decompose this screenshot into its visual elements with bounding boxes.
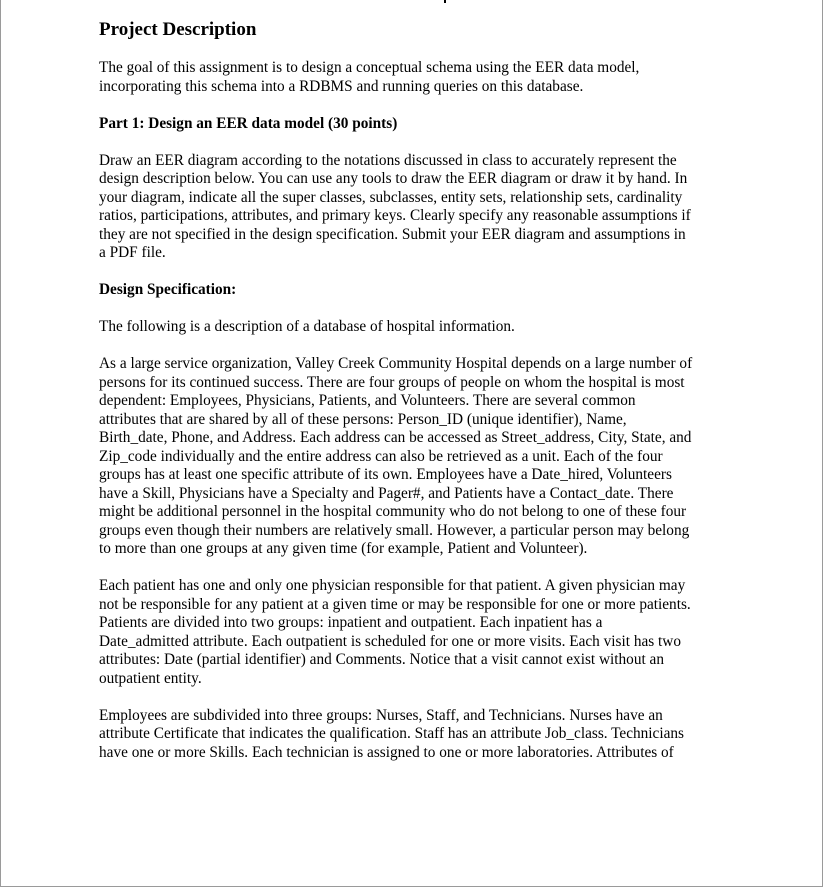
design-spec-heading: Design Specification: bbox=[99, 281, 237, 298]
text-line: outpatient entity. bbox=[99, 669, 202, 687]
part1-heading: Part 1: Design an EER data model (30 points) bbox=[99, 114, 398, 132]
text-line: groups has at least one specific attribute of its own. Employees have a Date_hired, Volunteers bbox=[99, 466, 672, 483]
text-line: persons for its continued success. There are four groups of people on whom the hospital is most bbox=[99, 373, 685, 391]
text-line: Draw an EER diagram according to the notations discussed in class to accurately represent the bbox=[99, 151, 677, 169]
text-line: Zip_code individually and the entire address can also be retrieved as a unit. Each of the four bbox=[99, 447, 663, 465]
part1-paragraph bbox=[99, 152, 739, 263]
text-line: attribute Certificate that indicates the qualification. Staff has an attribute Job_class. Technicians bbox=[99, 725, 684, 742]
text-line: Date_admitted attribute. Each outpatient is scheduled for one or more visits. Each visit has two bbox=[99, 632, 681, 650]
text-line: dependent: Employees, Physicians, Patients, and Volunteers. There are several common bbox=[99, 392, 636, 409]
text-line: have one or more Skills. Each technician is assigned to one or more laboratories. Attributes of bbox=[99, 743, 674, 761]
text-line: to more than one groups at any given time (for example, Patient and Volunteer). bbox=[99, 540, 588, 557]
employees-paragraph bbox=[99, 707, 739, 763]
persons-paragraph bbox=[99, 355, 739, 559]
text-line: Patients are divided into two groups: inpatient and outpatient. Each inpatient has a bbox=[99, 614, 603, 631]
text-line: they are not specified in the design specification. Submit your EER diagram and assumptions in bbox=[99, 225, 686, 243]
document-content bbox=[99, 17, 739, 781]
text-line: design description below. You can use any tools to draw the EER diagram or draw it by hand. In bbox=[99, 170, 688, 187]
patients-paragraph bbox=[99, 577, 739, 688]
text-line: have a Skill, Physicians have a Specialty and Pager#, and Patients have a Contact_date. There bbox=[99, 484, 674, 502]
text-line: groups even though their numbers are relatively small. However, a particular person may belong bbox=[99, 521, 690, 539]
text-line: The goal of this assignment is to design a conceptual schema using the EER data model, bbox=[99, 59, 640, 76]
spec-intro-paragraph bbox=[99, 318, 739, 337]
text-line: might be additional personnel in the hospital community who do not belong to one of these four bbox=[99, 503, 687, 520]
text-line: incorporating this schema into a RDBMS and running queries on this database. bbox=[99, 77, 584, 95]
text-line: Birth_date, Phone, and Address. Each address can be accessed as Street_address, City, State, and bbox=[99, 429, 692, 446]
page-title: Project Description bbox=[99, 19, 257, 40]
text-line: not be responsible for any patient at a given time or may be responsible for one or more patients. bbox=[99, 595, 691, 613]
page-top-mark bbox=[444, 0, 446, 3]
text-line: attributes that are shared by all of these persons: Person_ID (unique identifier), Name, bbox=[99, 410, 627, 428]
text-line: attributes: Date (partial identifier) and Comments. Notice that a visit cannot exist without an bbox=[99, 651, 664, 668]
text-line: a PDF file. bbox=[99, 244, 166, 261]
text-line: Each patient has one and only one physician responsible for that patient. A given physician may bbox=[99, 577, 686, 594]
text-line: Employees are subdivided into three groups: Nurses, Staff, and Technicians. Nurses have an bbox=[99, 706, 663, 724]
text-line: As a large service organization, Valley Creek Community Hospital depends on a large number of bbox=[99, 355, 693, 372]
text-line: your diagram, indicate all the super classes, subclasses, entity sets, relationship sets, cardinality bbox=[99, 188, 683, 206]
intro-paragraph bbox=[99, 59, 739, 96]
text-line: The following is a description of a database of hospital information. bbox=[99, 318, 515, 335]
text-line: ratios, participations, attributes, and primary keys. Clearly specify any reasonable assumptions if bbox=[99, 207, 691, 224]
